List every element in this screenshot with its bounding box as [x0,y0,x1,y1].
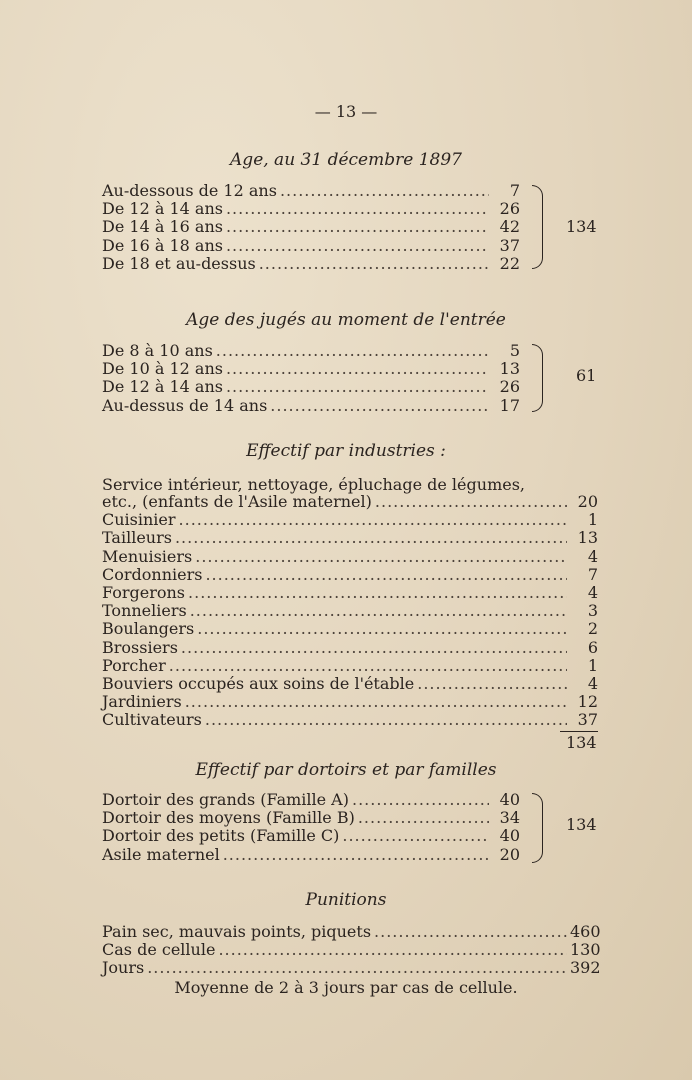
row-value: 17 [499,395,520,415]
entry-age-heading: Age des jugés au moment de l'entrée [186,310,506,330]
row-value: 22 [499,253,520,273]
row-value: 26 [499,377,520,397]
age-table [102,182,520,273]
row-label: Tailleurs [102,528,172,548]
row-label: Au-dessous de 12 ans [102,181,277,200]
row-value: 13 [577,528,598,548]
dormitories-brace [532,793,543,863]
table-row [102,566,598,584]
row-value: 130 [570,940,601,960]
row-value: 3 [587,601,598,621]
row-label: De 14 à 16 ans [102,217,223,237]
punishments-note: Moyenne de 2 à 3 jours par cas de cellule. [174,978,518,997]
row-label: Au-dessus de 14 ans [102,395,268,415]
table-row [102,342,520,360]
row-value: 37 [577,710,598,730]
row-label: De 12 à 14 ans [102,199,223,219]
table-row [102,218,520,236]
row-label: Dortoir des grands (Famille A) [102,790,349,809]
leader-dots [226,237,489,255]
row-value: 4 [587,546,598,566]
leader-dots [197,620,567,638]
table-row [102,693,598,711]
row-value: 26 [499,199,520,219]
leader-dots [226,200,489,218]
leader-dots [195,548,567,566]
leader-dots [185,693,567,711]
age-brace [532,185,543,269]
row-label: Asile maternel [102,844,220,864]
table-row [102,922,601,941]
industries-table [102,493,598,729]
row-label: Jours [102,958,145,978]
row-value: 5 [509,341,520,360]
row-label: Dortoir des moyens (Famille B) [102,808,355,828]
leader-dots [169,657,567,675]
punishments-table [102,922,601,978]
page-number: — 13 — [314,102,378,121]
table-row [102,620,598,638]
row-value: 4 [587,582,598,602]
entry-age-brace [532,344,543,412]
row-value: 1 [587,655,598,675]
table-row [102,529,598,547]
table-row [102,493,598,511]
leader-dots [417,675,567,693]
entry-age-total: 61 [576,366,597,385]
row-label: De 12 à 14 ans [102,377,223,397]
row-value: 2 [587,619,598,639]
leader-dots [226,378,489,396]
row-label: Bouviers occupés aux soins de l'étable [102,673,415,693]
industries-first-line: Service intérieur, nettoyage, épluchage de légumes, [102,475,525,494]
dormitories-table [102,791,520,864]
row-label: Boulangers [102,619,195,639]
leader-dots [342,827,489,845]
row-label: De 18 et au-dessus [102,253,256,273]
row-label: De 10 à 12 ans [102,359,223,379]
leader-dots [205,566,567,584]
row-label: De 8 à 10 ans [102,341,213,360]
row-value: 37 [499,235,520,255]
leader-dots [223,846,489,864]
row-value: 1 [587,510,598,530]
age-total: 134 [566,217,597,236]
leader-dots [179,511,567,529]
row-value: 460 [570,922,601,941]
table-row [102,397,520,415]
row-value: 13 [499,359,520,379]
dormitories-heading: Effectif par dortoirs et par familles [195,760,497,780]
row-value: 6 [587,637,598,657]
table-row [102,378,520,396]
age-heading: Age, au 31 décembre 1897 [230,150,462,170]
leader-dots [218,941,567,959]
row-value: 40 [499,826,520,846]
row-label: Cas de cellule [102,940,216,960]
leader-dots [352,791,489,809]
leader-dots [147,959,567,977]
row-label: Cuisinier [102,510,176,530]
row-label: Cordonniers [102,564,203,584]
row-value: 7 [587,564,598,584]
leader-dots [216,342,489,360]
row-label: Cultivateurs [102,710,202,730]
row-value: 20 [577,492,598,511]
leader-dots [181,639,567,657]
industries-total: 134 [566,733,597,752]
leader-dots [259,255,489,273]
row-label: Tonneliers [102,601,187,621]
table-row [102,940,601,960]
table-row [102,584,598,602]
leader-dots [374,923,567,941]
leader-dots [358,809,489,827]
table-row [102,791,520,809]
leader-dots [175,529,567,547]
table-row [102,182,520,200]
table-row [102,827,520,845]
row-label: De 16 à 18 ans [102,235,223,255]
leader-dots [190,602,567,620]
table-row [102,602,598,620]
table-row [102,511,598,529]
row-value: 20 [499,844,520,864]
row-value: 4 [587,673,598,693]
table-row [102,255,520,273]
table-row [102,809,520,827]
table-row [102,958,601,978]
industries-heading: Effectif par industries : [246,441,446,461]
punishments-heading: Punitions [305,890,387,910]
row-value: 42 [499,217,520,237]
leader-dots [226,218,489,236]
table-row [102,675,598,693]
row-value: 34 [499,808,520,828]
leader-dots [226,360,489,378]
leader-dots [375,493,567,511]
leader-dots [205,711,567,729]
table-row [102,711,598,729]
row-label: Porcher [102,655,166,675]
dormitories-total: 134 [566,815,597,834]
table-row [102,237,520,255]
row-value: 7 [509,181,520,200]
leader-dots [188,584,567,602]
row-label: Forgerons [102,582,186,602]
row-value: 392 [570,958,601,978]
table-row [102,846,520,864]
row-label: Pain sec, mauvais points, piquets [102,922,372,941]
table-row [102,657,598,675]
row-label: etc., (enfants de l'Asile maternel) [102,492,372,511]
leader-dots [270,397,489,415]
table-row [102,360,520,378]
row-value: 12 [577,692,598,712]
entry-age-table [102,342,520,415]
row-value: 40 [499,790,520,809]
row-label: Brossiers [102,637,178,657]
table-row [102,200,520,218]
industries-total-rule [560,731,598,732]
row-label: Menuisiers [102,546,193,566]
table-row [102,639,598,657]
table-row [102,548,598,566]
row-label: Jardiniers [102,692,182,712]
row-label: Dortoir des petits (Famille C) [102,826,340,846]
leader-dots [280,182,489,200]
